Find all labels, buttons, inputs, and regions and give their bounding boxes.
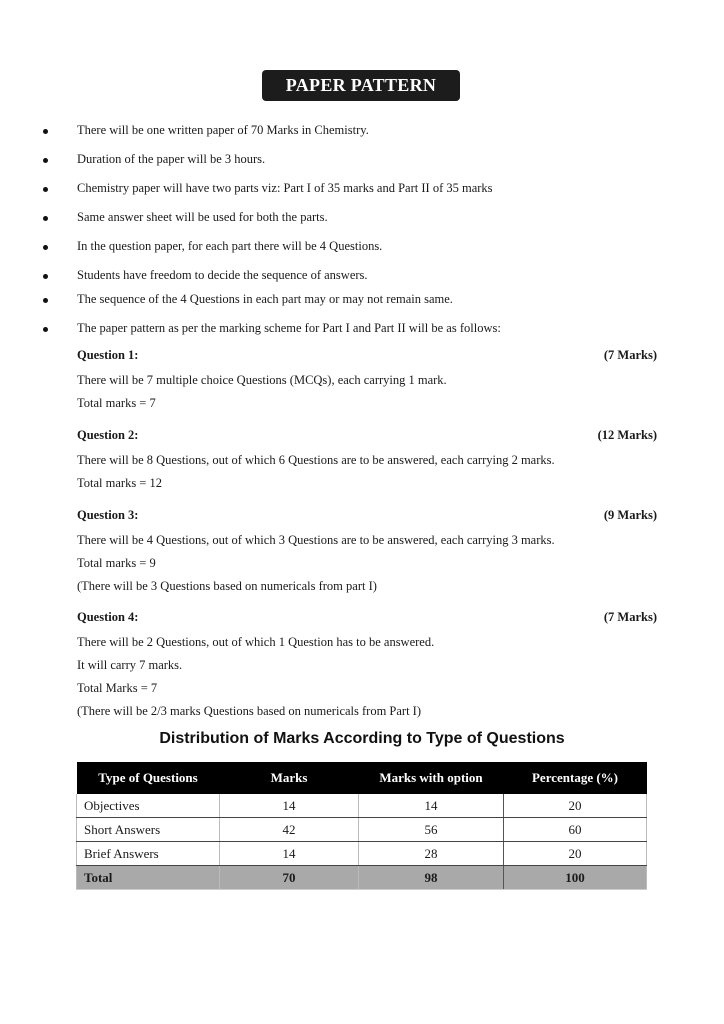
question-2 <box>77 428 657 496</box>
table-header-row <box>77 762 647 794</box>
table-cell: 14 <box>220 794 359 818</box>
bullet-icon <box>43 327 48 332</box>
list-item-text: The paper pattern as per the marking scheme for Part I and Part II will be as follows: <box>77 321 501 335</box>
table-cell: 56 <box>359 818 504 842</box>
table-cell: 14 <box>359 794 504 818</box>
table-cell: Short Answers <box>77 818 220 842</box>
table-cell: 20 <box>504 842 647 866</box>
list-item-text: Duration of the paper will be 3 hours. <box>77 152 266 166</box>
table-cell: Objectives <box>77 794 220 818</box>
bullet-icon <box>43 129 48 134</box>
question-line: There will be 2 Questions, out of which 1 Question has to be answered. <box>77 635 435 649</box>
question-line: Total marks = 12 <box>77 476 162 490</box>
question-line: (There will be 3 Questions based on numericals from part I) <box>77 579 377 593</box>
bullet-icon <box>43 298 48 303</box>
table-cell: Total <box>77 866 220 890</box>
question-line: There will be 7 multiple choice Questions (MCQs), each carrying 1 mark. <box>77 373 447 387</box>
column-header: Marks <box>220 762 359 794</box>
table-cell: 20 <box>504 794 647 818</box>
table-cell: 28 <box>359 842 504 866</box>
question-label: Question 2: <box>77 428 139 442</box>
question-marks: (12 Marks) <box>597 428 657 442</box>
table-cell: 100 <box>504 866 647 890</box>
question-line: There will be 4 Questions, out of which 3 Questions are to be answered, each carrying 3 marks. <box>77 533 555 547</box>
question-label: Question 4: <box>77 610 139 624</box>
list-item-text: Same answer sheet will be used for both the parts. <box>77 210 328 224</box>
bullet-icon <box>43 274 48 279</box>
question-line: Total marks = 7 <box>77 396 156 410</box>
column-header: Marks with option <box>359 762 504 794</box>
question-marks: (7 Marks) <box>603 610 657 624</box>
table-cell: 98 <box>359 866 504 890</box>
table-row <box>77 818 647 842</box>
bullet-icon <box>43 245 48 250</box>
question-line: There will be 8 Questions, out of which 6 Questions are to be answered, each carrying 2 marks. <box>77 453 555 467</box>
list-item-text: The sequence of the 4 Questions in each part may or may not remain same. <box>77 292 453 306</box>
bullet-icon <box>43 187 48 192</box>
table-row <box>77 842 647 866</box>
table-cell: 42 <box>220 818 359 842</box>
table-cell: Brief Answers <box>77 842 220 866</box>
marks-distribution-table <box>76 762 647 890</box>
bullet-icon <box>43 216 48 221</box>
table-row <box>77 794 647 818</box>
question-3 <box>77 508 657 599</box>
list-item-text: Students have freedom to decide the sequence of answers. <box>77 268 368 282</box>
list-item-text: In the question paper, for each part there will be 4 Questions. <box>77 239 383 253</box>
question-4 <box>77 610 657 724</box>
question-line: It will carry 7 marks. <box>77 658 183 672</box>
page-title: PAPER PATTERN <box>262 70 460 101</box>
table-cell: 60 <box>504 818 647 842</box>
table-total-row <box>77 866 647 890</box>
question-line: Total Marks = 7 <box>77 681 158 695</box>
question-line: Total marks = 9 <box>77 556 156 570</box>
question-label: Question 1: <box>77 348 139 362</box>
table-cell: 70 <box>220 866 359 890</box>
distribution-title: Distribution of Marks According to Type of Questions <box>159 730 565 747</box>
column-header: Type of Questions <box>77 762 220 794</box>
bullet-icon <box>43 158 48 163</box>
list-item-text: Chemistry paper will have two parts viz: Part I of 35 marks and Part II of 35 marks <box>77 181 493 195</box>
question-label: Question 3: <box>77 508 139 522</box>
question-line: (There will be 2/3 marks Questions based on numericals from Part I) <box>77 704 422 718</box>
question-1 <box>77 348 657 416</box>
table-cell: 14 <box>220 842 359 866</box>
list-item-text: There will be one written paper of 70 Marks in Chemistry. <box>77 123 369 137</box>
question-marks: (7 Marks) <box>603 348 657 362</box>
column-header: Percentage (%) <box>504 762 647 794</box>
question-marks: (9 Marks) <box>603 508 657 522</box>
